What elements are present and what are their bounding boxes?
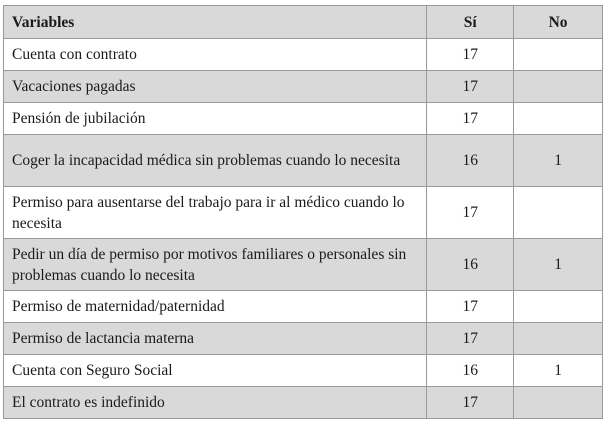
- si-cell: 17: [427, 39, 514, 71]
- si-cell: 17: [427, 187, 514, 239]
- si-cell: 16: [427, 135, 514, 187]
- si-cell: 17: [427, 387, 514, 419]
- variable-cell: Pedir un día de permiso por motivos familiares o personales sin problemas cuando lo necesita: [4, 239, 427, 291]
- no-cell: [514, 103, 603, 135]
- no-cell: [514, 387, 603, 419]
- table-row: [4, 71, 603, 103]
- no-cell: 1: [514, 355, 603, 387]
- variable-cell: Cuenta con Seguro Social: [4, 355, 427, 387]
- no-cell: [514, 323, 603, 355]
- variable-cell: Cuenta con contrato: [4, 39, 427, 71]
- variables-table: [3, 5, 603, 419]
- si-cell: 17: [427, 291, 514, 323]
- no-cell: 1: [514, 135, 603, 187]
- variable-cell: Permiso de maternidad/paternidad: [4, 291, 427, 323]
- table-row: [4, 239, 603, 291]
- si-cell: 17: [427, 71, 514, 103]
- si-cell: 17: [427, 103, 514, 135]
- table-row: [4, 387, 603, 419]
- no-cell: [514, 71, 603, 103]
- table-row: [4, 187, 603, 239]
- table-row: [4, 323, 603, 355]
- header-row: [4, 6, 603, 39]
- variable-cell: Pensión de jubilación: [4, 103, 427, 135]
- variable-cell: Coger la incapacidad médica sin problemas cuando lo necesita: [4, 135, 427, 187]
- header-si: Sí: [427, 6, 514, 39]
- no-cell: 1: [514, 239, 603, 291]
- table-row: [4, 135, 603, 187]
- header-no: No: [514, 6, 603, 39]
- si-cell: 17: [427, 323, 514, 355]
- header-variables: Variables: [4, 6, 427, 39]
- no-cell: [514, 39, 603, 71]
- table-row: [4, 291, 603, 323]
- si-cell: 16: [427, 239, 514, 291]
- variable-cell: Vacaciones pagadas: [4, 71, 427, 103]
- variable-cell: Permiso para ausentarse del trabajo para ir al médico cuando lo necesita: [4, 187, 427, 239]
- no-cell: [514, 291, 603, 323]
- si-cell: 16: [427, 355, 514, 387]
- table-row: [4, 355, 603, 387]
- table-row: [4, 39, 603, 71]
- variable-cell: Permiso de lactancia materna: [4, 323, 427, 355]
- table-row: [4, 103, 603, 135]
- no-cell: [514, 187, 603, 239]
- variable-cell: El contrato es indefinido: [4, 387, 427, 419]
